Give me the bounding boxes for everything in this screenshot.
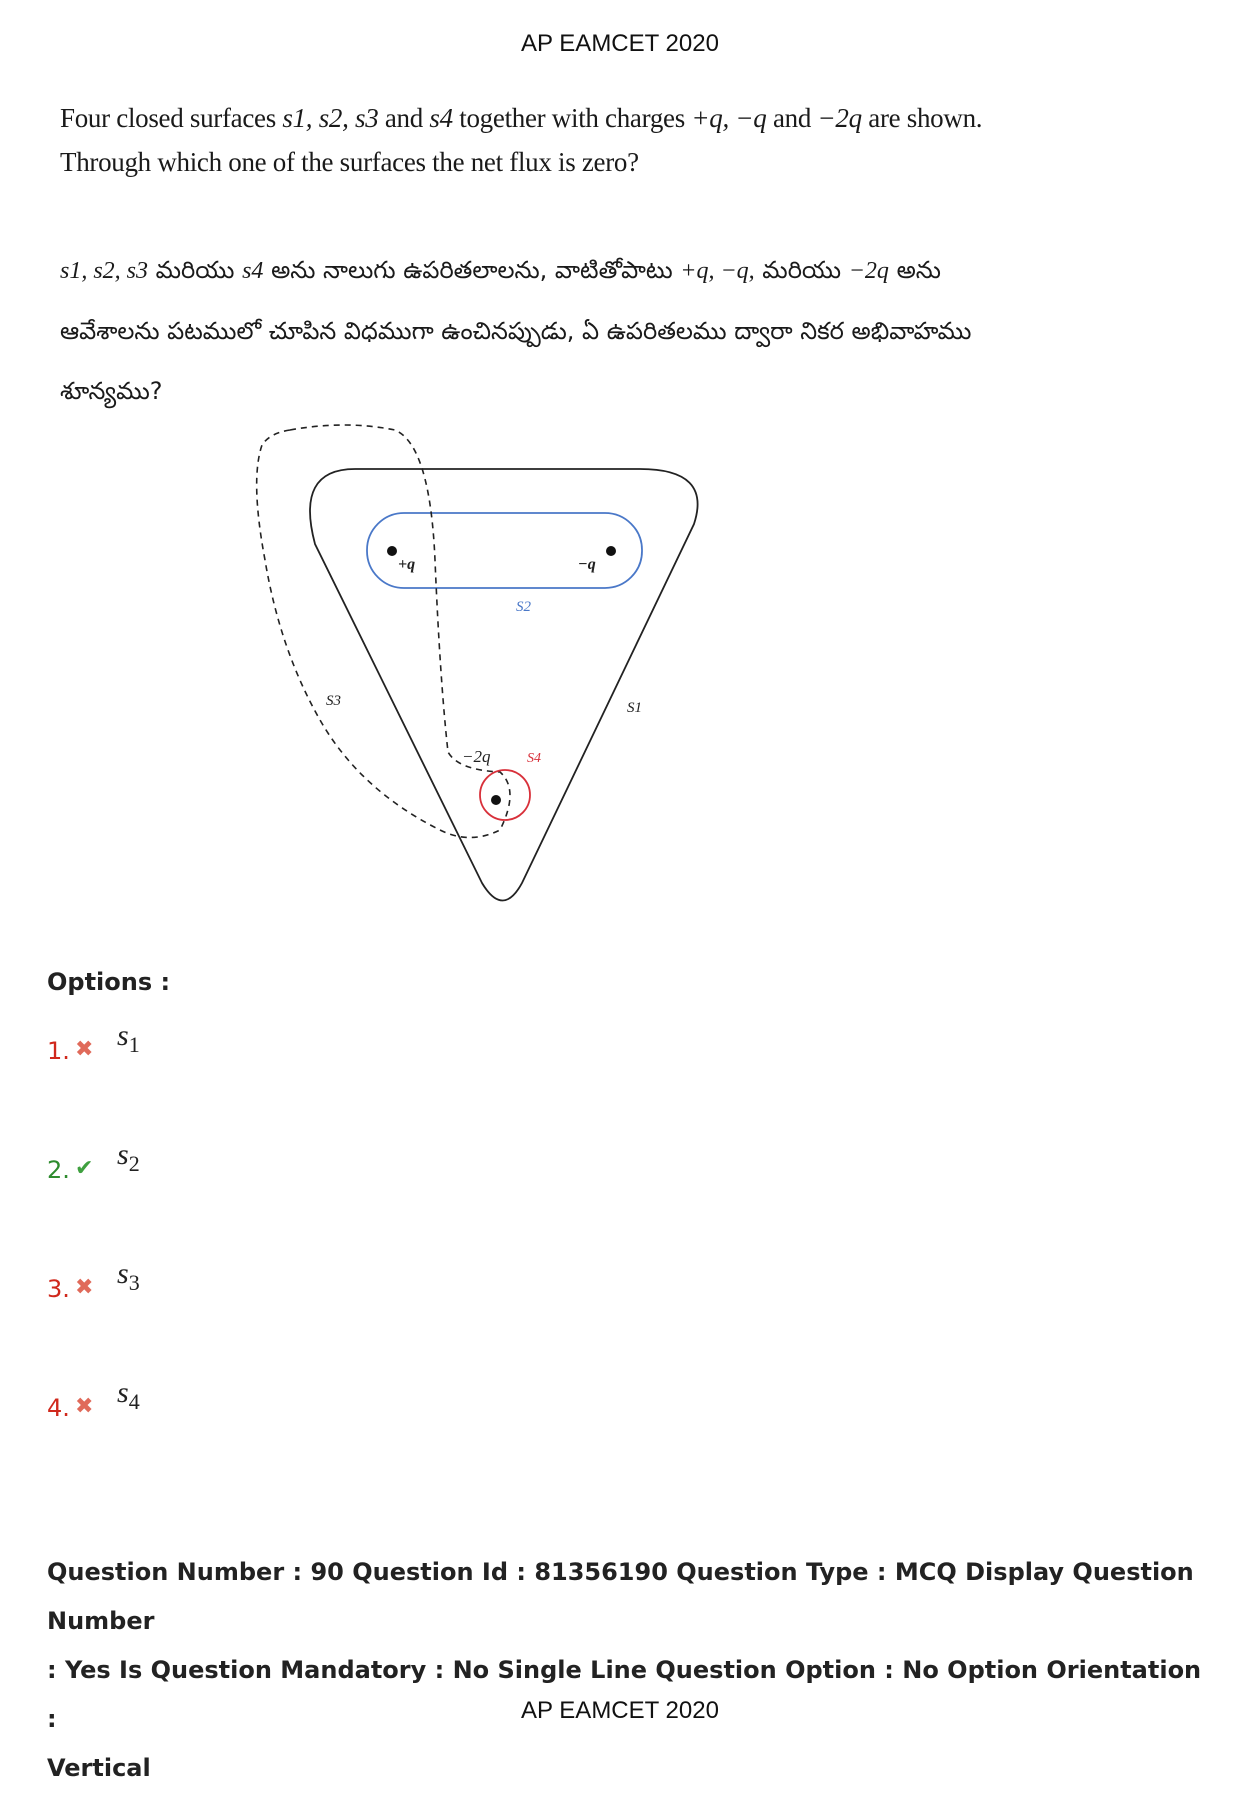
options-label: Options : (47, 968, 171, 996)
surfaces-diagram (240, 415, 720, 920)
surface-s3 (257, 425, 510, 838)
option-1[interactable] (47, 1019, 447, 1087)
label-minus-q: −q (578, 556, 596, 573)
option-3[interactable] (47, 1257, 447, 1325)
option-number: 3. (47, 1275, 70, 1303)
question-telugu-line-3: శూన్యము? (60, 377, 163, 405)
check-icon: ✔ (75, 1156, 94, 1181)
question-metadata (47, 1548, 1207, 1793)
charge-minus-2q-dot (491, 795, 501, 805)
cross-icon: ✖ (75, 1275, 94, 1300)
question-telugu (60, 240, 1060, 421)
option-number: 1. (47, 1037, 70, 1065)
option-number: 2. (47, 1156, 70, 1184)
charge-minus-q-dot (606, 546, 616, 556)
option-text: $s_1$ (117, 1019, 140, 1057)
cross-icon: ✖ (75, 1037, 94, 1062)
label-s1: S1 (627, 700, 642, 716)
question-english (60, 96, 1060, 184)
label-plus-q: +q (398, 556, 416, 573)
label-s2: S2 (516, 599, 531, 615)
question-english-line-2: Through which one of the surfaces the net flux is zero? (60, 147, 639, 177)
cross-icon: ✖ (75, 1394, 94, 1419)
option-4[interactable] (47, 1376, 447, 1444)
surface-s4 (480, 770, 530, 820)
metadata-line-1: Question Number : 90 Question Id : 81356190 Question Type : MCQ Display Question Number (47, 1558, 1194, 1635)
option-number: 4. (47, 1394, 70, 1422)
label-minus-2q: −2q (462, 747, 491, 766)
label-s3: S3 (326, 693, 341, 709)
page-footer: AP EAMCET 2020 (521, 1697, 719, 1724)
surface-s1 (310, 469, 698, 901)
question-telugu-line-2: ఆవేశాలను పటములో చూపిన విధముగా ఉంచినప్పుడు, ఏ ఉపరితలము ద్వారా నికర అభివాహము (60, 317, 972, 345)
question-telugu-line-1: s1, s2, s3 మరియు s4 అను నాలుగు ఉపరితలాలను, వాటితోపాటు +q, −q, మరియు −2q అను (60, 256, 941, 284)
option-text: $s_2$ (117, 1138, 140, 1176)
label-s4: S4 (527, 751, 541, 766)
page-header: AP EAMCET 2020 (521, 30, 719, 57)
option-text: $s_3$ (117, 1257, 140, 1295)
surface-s2 (367, 513, 642, 588)
option-text: $s_4$ (117, 1376, 140, 1414)
metadata-line-2: : Yes Is Question Mandatory : No Single Line Question Option : No Option Orientation : (47, 1656, 1202, 1733)
option-2[interactable] (47, 1138, 447, 1206)
question-english-line-1: Four closed surfaces s1, s2, s3 and s4 together with charges +q, −q and −2q are shown. (60, 103, 983, 133)
metadata-line-3: Vertical (47, 1754, 151, 1782)
charge-plus-q-dot (387, 546, 397, 556)
